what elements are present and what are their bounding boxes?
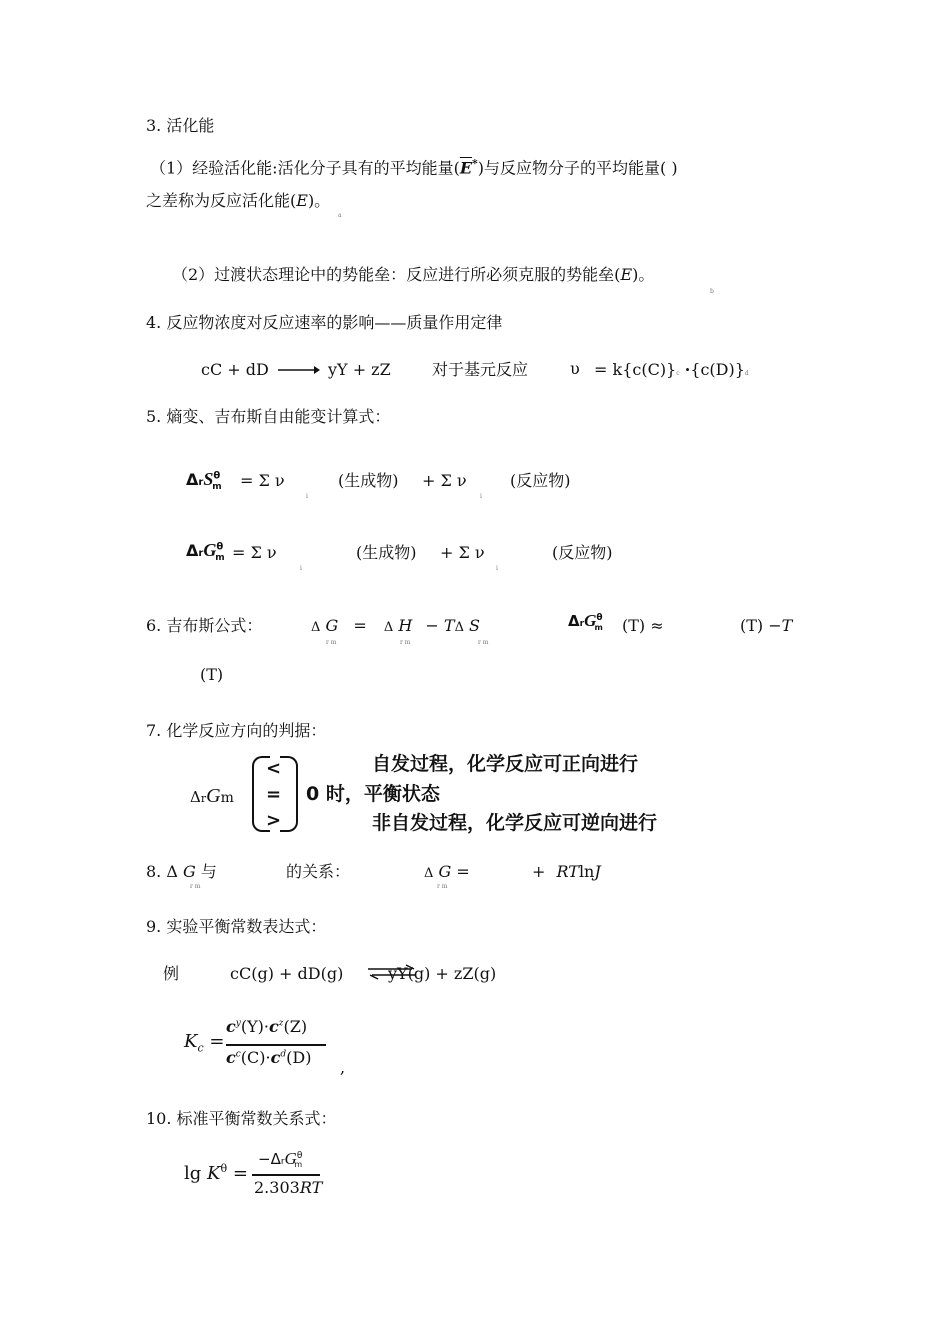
s5-eq1-rhs1: = Σ ν: [240, 471, 285, 490]
lg-K: K: [207, 1163, 221, 1184]
s10-r: r: [280, 1157, 285, 1167]
s7-line3: 非自发过程，化学反应可逆向进行: [372, 812, 658, 834]
p1-end: )。: [307, 191, 331, 210]
s9-denominator: [226, 1050, 311, 1066]
s9-eq-left: cC(g) + dD(g): [230, 964, 344, 983]
s6-sub3: r m: [478, 639, 489, 646]
s10-theta: θ: [296, 1151, 303, 1161]
s5-eq2-react: (反应物): [552, 543, 613, 562]
s7-r: r: [200, 792, 207, 805]
s9-comma: ,: [340, 1058, 346, 1077]
s5-eq1-prod: (生成物): [338, 471, 399, 490]
den-d: d: [280, 1049, 287, 1060]
p1-text-b: )与反应物分子的平均能量( ): [477, 158, 678, 178]
p1-text-a: （1）经验活化能:活化分子具有的平均能量(: [150, 158, 460, 178]
s10-numerator: [258, 1150, 310, 1167]
s6-delta3: Δ: [454, 620, 464, 635]
s8-head-a: 8. Δ: [146, 862, 178, 881]
s7-line1: 自发过程，化学反应可正向进行: [372, 753, 639, 775]
s10-lhs: $\lg K^\theta$ =: [184, 1162, 248, 1184]
num-Y: (Y)·: [240, 1017, 269, 1036]
den-D: (D): [286, 1048, 312, 1067]
s6-t3: (T): [200, 665, 224, 684]
section-3-p1: [150, 158, 678, 176]
s8-G: G: [183, 862, 196, 881]
lgk-fraction-bar: [252, 1174, 320, 1176]
kc-K: K: [184, 1031, 198, 1052]
s4-v: υ: [570, 359, 580, 378]
p2-end: )。: [632, 265, 655, 284]
s9-eq-right: yY(g) + zZ(g): [388, 964, 497, 983]
s8-eq: =: [456, 862, 470, 881]
s10-num: −Δ: [258, 1150, 281, 1168]
s6-T2: T: [781, 616, 793, 635]
s8-delta: Δ: [424, 866, 434, 881]
s5-eq1-sub2: i: [480, 493, 482, 500]
s6-T: T: [443, 616, 455, 635]
s4-eq-right: yY + zZ: [328, 360, 391, 379]
section-9-heading: 9. 实验平衡常数表达式：: [146, 917, 327, 936]
s7-zero: 0 时，平衡状态: [306, 783, 440, 805]
rate-sub-c: c: [676, 370, 680, 377]
s10-denominator: [254, 1180, 322, 1196]
rate-sub-d: d: [744, 370, 749, 377]
s5-eq2-plus: + Σ ν: [440, 543, 485, 562]
s5-eq2-sub2: i: [496, 565, 498, 572]
s8-rel: 的关系：: [286, 862, 351, 881]
section-4-heading: 4. 反应物浓度对反应速率的影响——质量作用定律: [146, 313, 503, 332]
s8-G2: G: [438, 862, 452, 881]
section-6-heading: 6. 吉布斯公式：: [146, 616, 263, 635]
den-c: c: [235, 1049, 241, 1060]
rate-dot: ·: [684, 360, 691, 379]
s8-plus: +: [532, 862, 546, 881]
s9-numerator: [226, 1019, 307, 1035]
s6-minus: −: [425, 616, 439, 635]
s5-eq1-plus: + Σ ν: [422, 471, 467, 490]
num-z: z: [278, 1018, 284, 1029]
delta-r-g-m-theta: ΔrG$^\theta_m$: [186, 540, 225, 563]
s8-sub2: r m: [437, 883, 448, 890]
s7-delta-r-gm: [190, 786, 234, 806]
right-arrow-icon: [278, 364, 320, 376]
s6-eq: =: [353, 616, 367, 635]
s9-kc: $K_c$ =: [184, 1031, 225, 1055]
s7-lt: <: [266, 758, 282, 779]
section-3-p1-line2: [146, 193, 330, 209]
e-bar-symbol: E: [459, 158, 473, 178]
s5-eq1-sub1: i: [306, 493, 308, 500]
s6-sub1: r m: [326, 639, 337, 646]
s6-delta2: Δ: [383, 620, 394, 635]
section-3-heading: 3. 活化能: [146, 116, 215, 135]
p1-line2-text: 之差称为反应活化能(: [146, 191, 297, 210]
s6-S: S: [469, 616, 481, 635]
s7-G: G: [206, 785, 221, 807]
eb-symbol: E: [620, 265, 633, 284]
s8-tail: [532, 864, 601, 880]
e-star: *: [472, 157, 478, 170]
section-5-heading: 5. 熵变、吉布斯自由能变计算式：: [146, 407, 391, 426]
s8-RT: RT: [556, 862, 579, 881]
s5-eq2-sub1: i: [300, 565, 302, 572]
right-brace-icon: [280, 756, 298, 832]
s8-yu: 与: [200, 862, 217, 881]
lg-text: lg: [184, 1163, 202, 1184]
delta-r-s-m-theta: ΔrS$^\theta_m$: [186, 469, 222, 492]
s6-t2-text: (T) −: [740, 616, 782, 635]
s7-gt: >: [266, 810, 282, 831]
rate-part2: {c(D)}: [690, 360, 745, 379]
eb-subscript: b: [710, 288, 714, 295]
num-c1: c: [226, 1017, 236, 1036]
s5-eq2-prod: (生成物): [356, 543, 417, 562]
s6-delta1: Δ: [311, 620, 321, 635]
s4-label: 对于基元反应: [432, 360, 529, 379]
rate-part1: = k{c(C)}: [594, 360, 677, 379]
num-Z: (Z): [283, 1017, 308, 1036]
s6-sub2: r m: [400, 639, 411, 646]
s10-G: G: [284, 1149, 297, 1168]
section-10-heading: 10. 标准平衡常数关系式：: [146, 1109, 337, 1128]
s5-eq1-react: (反应物): [510, 471, 571, 490]
lg-theta: θ: [220, 1162, 228, 1175]
ea-subscript: a: [338, 212, 342, 219]
den-c1: c: [226, 1048, 236, 1067]
section-7-heading: 7. 化学反应方向的判据：: [146, 721, 327, 740]
s8-rhs: [424, 864, 470, 880]
s8-ln: ln: [578, 862, 595, 881]
kc-fraction-bar: [226, 1044, 326, 1046]
s8-sub1: r m: [190, 883, 201, 890]
s6-H: H: [398, 616, 413, 635]
s9-li: 例: [163, 964, 180, 983]
s5-eq2-rhs1: = Σ ν: [232, 543, 277, 562]
s7-eq: =: [266, 784, 282, 805]
den-C: (C)·: [240, 1048, 271, 1067]
den-c2: c: [270, 1048, 281, 1067]
section-8-heading: [146, 864, 217, 880]
num-y: y: [235, 1018, 241, 1029]
s6-delta-r-g-m-theta: ΔrG$^\theta_m$: [568, 611, 603, 632]
s6-delta-g: [311, 618, 480, 634]
s8-J: J: [594, 862, 601, 881]
p2-text: （2）过渡状态理论中的势能垒：反应进行所必须克服的势能垒(: [172, 265, 621, 284]
s4-rate: [594, 362, 749, 378]
s6-t2: [740, 618, 792, 634]
s10-RT: RT: [299, 1178, 323, 1197]
s6-approx: (T) ≈: [622, 616, 664, 635]
kc-sub: c: [197, 1041, 204, 1055]
num-c2: c: [268, 1017, 279, 1036]
s7-m: m: [220, 790, 234, 806]
ea-symbol: E: [296, 191, 308, 210]
s4-eq-left: cC + dD: [201, 360, 269, 379]
section-3-p2: [172, 267, 654, 283]
s7-delta: Δ: [190, 788, 201, 806]
s10-m: m: [294, 1160, 303, 1169]
s10-den: 2.303: [254, 1178, 300, 1197]
s6-G: G: [325, 616, 339, 635]
